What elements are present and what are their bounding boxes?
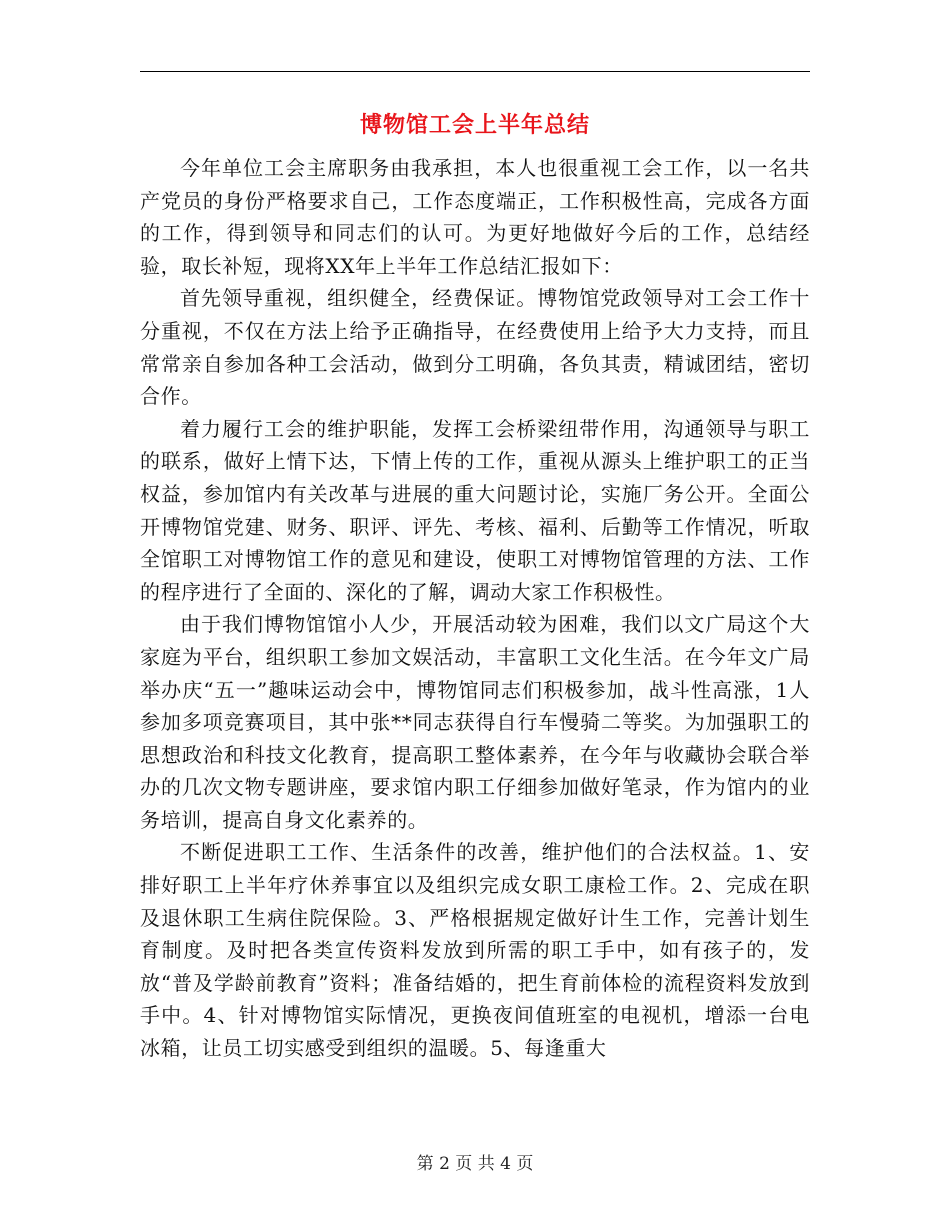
footer-prefix: 第: [416, 1154, 434, 1174]
page-footer: [0, 1152, 950, 1176]
header-rule: [140, 71, 810, 72]
paragraph-protection: 着力履行工会的维护职能，发挥工会桥梁纽带作用，沟通领导与职工的联系，做好上情下达，下情上传的工作，重视从源头上维护职工的正当权益，参加馆内有关改革与进展的重大问题讨论，实施厂务公开。全面公开博物馆党建、财务、职评、评先、考核、福利、后勤等工作情况，听取全馆职工对博物馆工作的意见和建设，使职工对博物馆管理的方法、工作的程序进行了全面的、深化的了解，调动大家工作积极性。: [140, 416, 810, 604]
footer-total-pages: 4: [500, 1154, 511, 1174]
paragraph-activities: 由于我们博物馆馆小人少，开展活动较为困难，我们以文广局这个大家庭为平台，组织职工参加文娱活动，丰富职工文化生活。在今年文广局举办庆“五一”趣味运动会中，博物馆同志们积极参加，战斗性高涨，1人参加多项竞赛项目，其中张**同志获得自行车慢骑二等奖。为加强职工的思想政治和科技文化教育，提高职工整体素养，在今年与收藏协会联合举办的几次文物专题讲座，要求馆内职工仔细参加做好笔录，作为馆内的业务培训，提高自身文化素养的。: [140, 612, 810, 832]
paragraph-leadership: 首先领导重视，组织健全，经费保证。博物馆党政领导对工会工作十分重视，不仅在方法上给予正确指导，在经费使用上给予大力支持，而且常常亲自参加各种工会活动，做到分工明确，各负其责，精诚团结，密切合作。: [140, 286, 810, 409]
document-title: 博物馆工会上半年总结: [359, 112, 590, 138]
document-body: [140, 152, 810, 1065]
paragraph-intro: 今年单位工会主席职务由我承担，本人也很重视工会工作，以一名共产党员的身份严格要求自己，工作态度端正，工作积极性高，完成各方面的工作，得到领导和同志们的认可。为更好地做好今后的工作，总结经验，取长补短，现将XX年上半年工作总结汇报如下：: [140, 156, 810, 278]
paragraph-welfare: 不断促进职工工作、生活条件的改善，维护他们的合法权益。1、安排好职工上半年疗休养事宜以及组织完成女职工康检工作。2、完成在职及退休职工生病住院保险。3、严格根据规定做好计生工作，完善计划生育制度。及时把各类宣传资料发放到所需的职工手中，如有孩子的，发放“普及学龄前教育”资料；准备结婚的，把生育前体检的流程资料发放到手中。4、针对博物馆实际情况，更换夜间值班室的电视机，增添一台电冰箱，让员工切实感受到组织的温暖。5、每逢重大: [140, 840, 810, 1061]
footer-page-number: 2: [439, 1154, 450, 1174]
footer-middle: 页 共: [455, 1154, 495, 1174]
footer-suffix: 页: [516, 1154, 534, 1174]
